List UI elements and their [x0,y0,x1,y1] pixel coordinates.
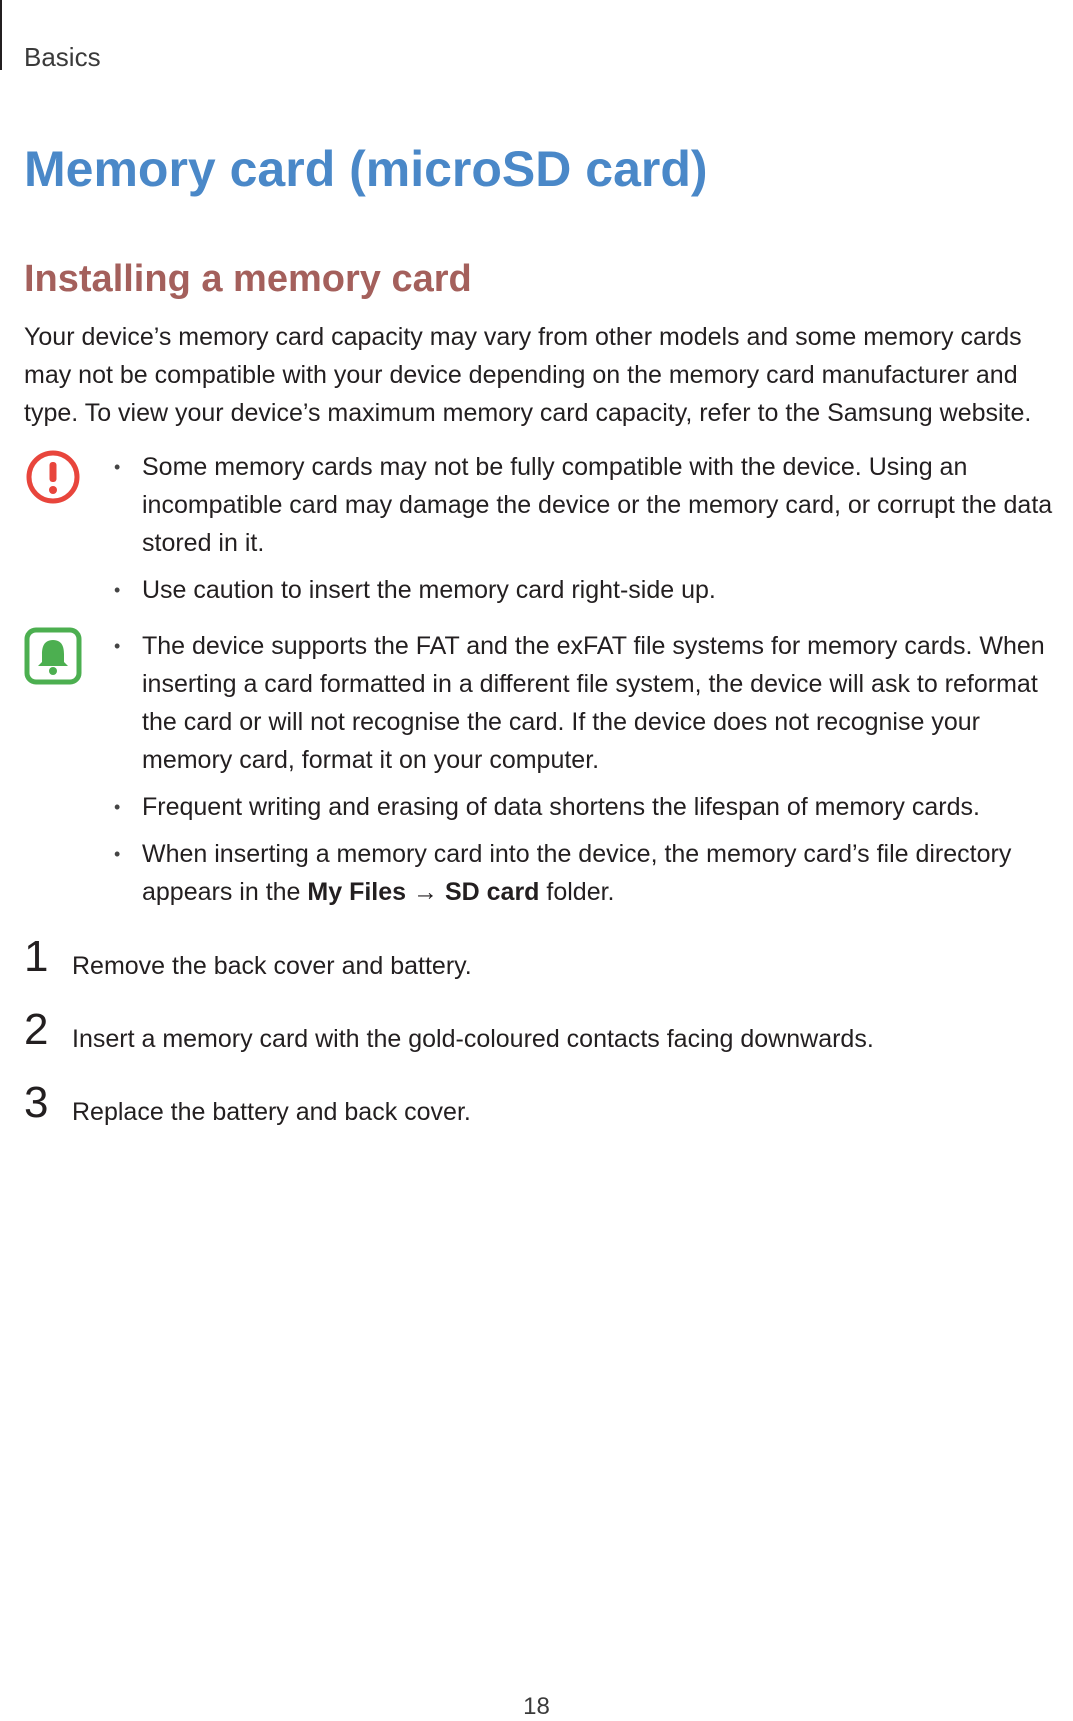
page-number: 18 [523,1693,550,1720]
step-number: 1 [24,932,49,981]
header-rule [0,0,2,70]
step-number: 2 [24,1005,49,1054]
caution-notice [24,448,1069,618]
page-title: Memory card (microSD card) [24,141,708,197]
caution-list [24,448,1069,609]
sd-card-label: SD card [444,878,540,906]
header-section: Basics [24,42,101,72]
caution-item: • Some memory cards may not be fully compatible with the device. Using an incompatible card may damage the device or the memory card, or corrupt the data stored in it. [142,448,1069,562]
tip-item: • The device supports the FAT and the exFAT file systems for memory cards. When inserting a card formatted in a different file system, the device will ask to reformat the card or will not recognise the card. If the device does not recognise your memory card, format it on your computer. [142,627,1069,779]
steps-list [24,932,1064,1159]
step-item [24,932,1064,1013]
tip-item [142,835,1069,911]
tip-item: • Frequent writing and erasing of data shortens the lifespan of memory cards. [142,788,1069,826]
section-subtitle: Installing a memory card [24,258,472,300]
intro-paragraph: Your device’s memory card capacity may vary from other models and some memory cards may not be compatible with your device depending on the memory card manufacturer and type. To view your device’s maximum memory card capacity, refer to the Samsung website. [24,323,1032,427]
caution-item: • Use caution to insert the memory card right-side up. [142,571,1069,609]
step-text: Insert a memory card with the gold-coloured contacts facing downwards. [72,1025,874,1053]
my-files-label: My Files [307,878,407,906]
step-item [24,1078,1064,1159]
bell-icon [24,627,82,685]
step-number: 3 [24,1078,49,1127]
caution-icon [24,448,82,506]
tip-notice [24,627,1069,920]
tip-item-text: When inserting a memory card into the device, the memory card’s file directory appears in the [142,840,1012,906]
step-text: Replace the battery and back cover. [72,1098,471,1126]
step-text: Remove the back cover and battery. [72,952,472,980]
step-item [24,1005,1064,1086]
tip-item-suffix: folder. [539,878,615,906]
arrow-glyph: → [406,878,445,906]
tip-list [24,627,1069,911]
